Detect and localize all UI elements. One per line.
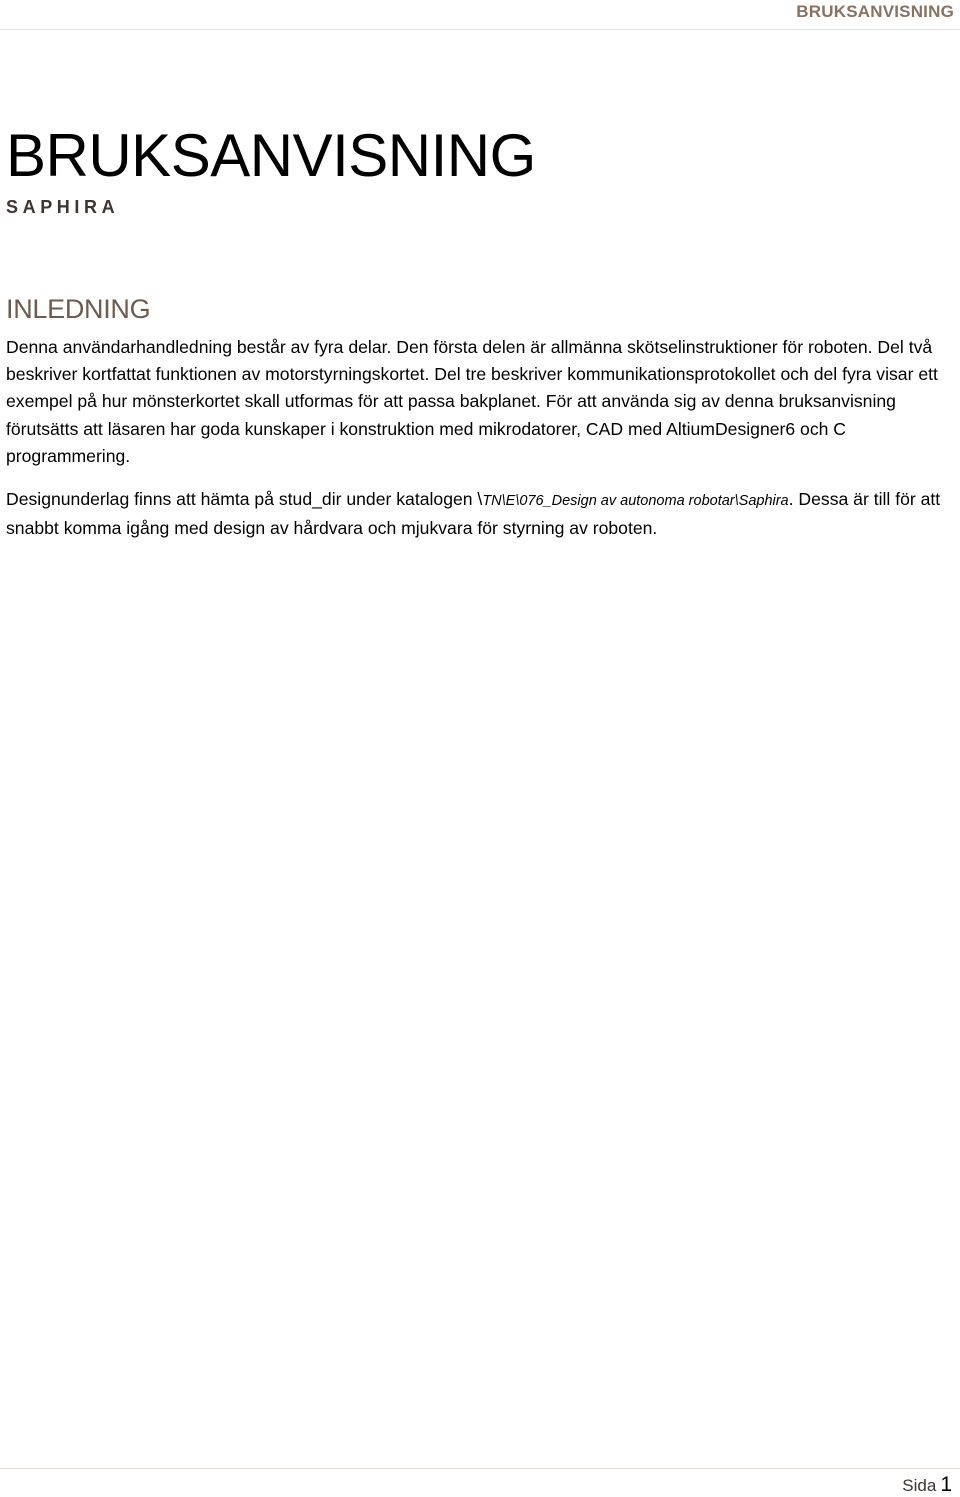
- section-heading: INLEDNING: [6, 294, 151, 324]
- page-label: Sida: [902, 1476, 937, 1495]
- header-divider: [0, 29, 960, 30]
- catalog-path: TN\E\076_Design av autonoma robotar\Saphira: [482, 493, 789, 509]
- paragraph-2-text-end: . Dessa är till för att snabbt komma igång med design av hårdvara och mjukvara för styrning av roboten.: [6, 489, 941, 539]
- footer-divider: [0, 1468, 960, 1469]
- running-header-title: BRUKSANVISNING: [796, 2, 954, 21]
- document-title: BRUKSANVISNING: [6, 122, 536, 189]
- intro-paragraph-2: [6, 486, 954, 542]
- intro-paragraph-1: Denna användarhandledning består av fyra delar. Den första delen är allmänna skötselinstruktioner för roboten. Del två beskriver kortfattat funktionen av motorstyrningskortet. Del tre beskriver kommunikationsprotokollet och del fyra visar ett exempel på hur mönsterkortet skall utformas för att passa bakplanet. För att använda sig av denna bruksanvisning förutsätts att läsaren har goda kunskaper i konstruktion med mikrodatorer, CAD med AltiumDesigner6 och C programmering.: [6, 337, 938, 466]
- page-number: 1: [940, 1473, 952, 1496]
- page-footer: [902, 1473, 952, 1497]
- paragraph-2-text-start: Designunderlag finns att hämta på stud_dir under katalogen \: [6, 489, 483, 509]
- document-subtitle: SAPHIRA: [6, 197, 120, 217]
